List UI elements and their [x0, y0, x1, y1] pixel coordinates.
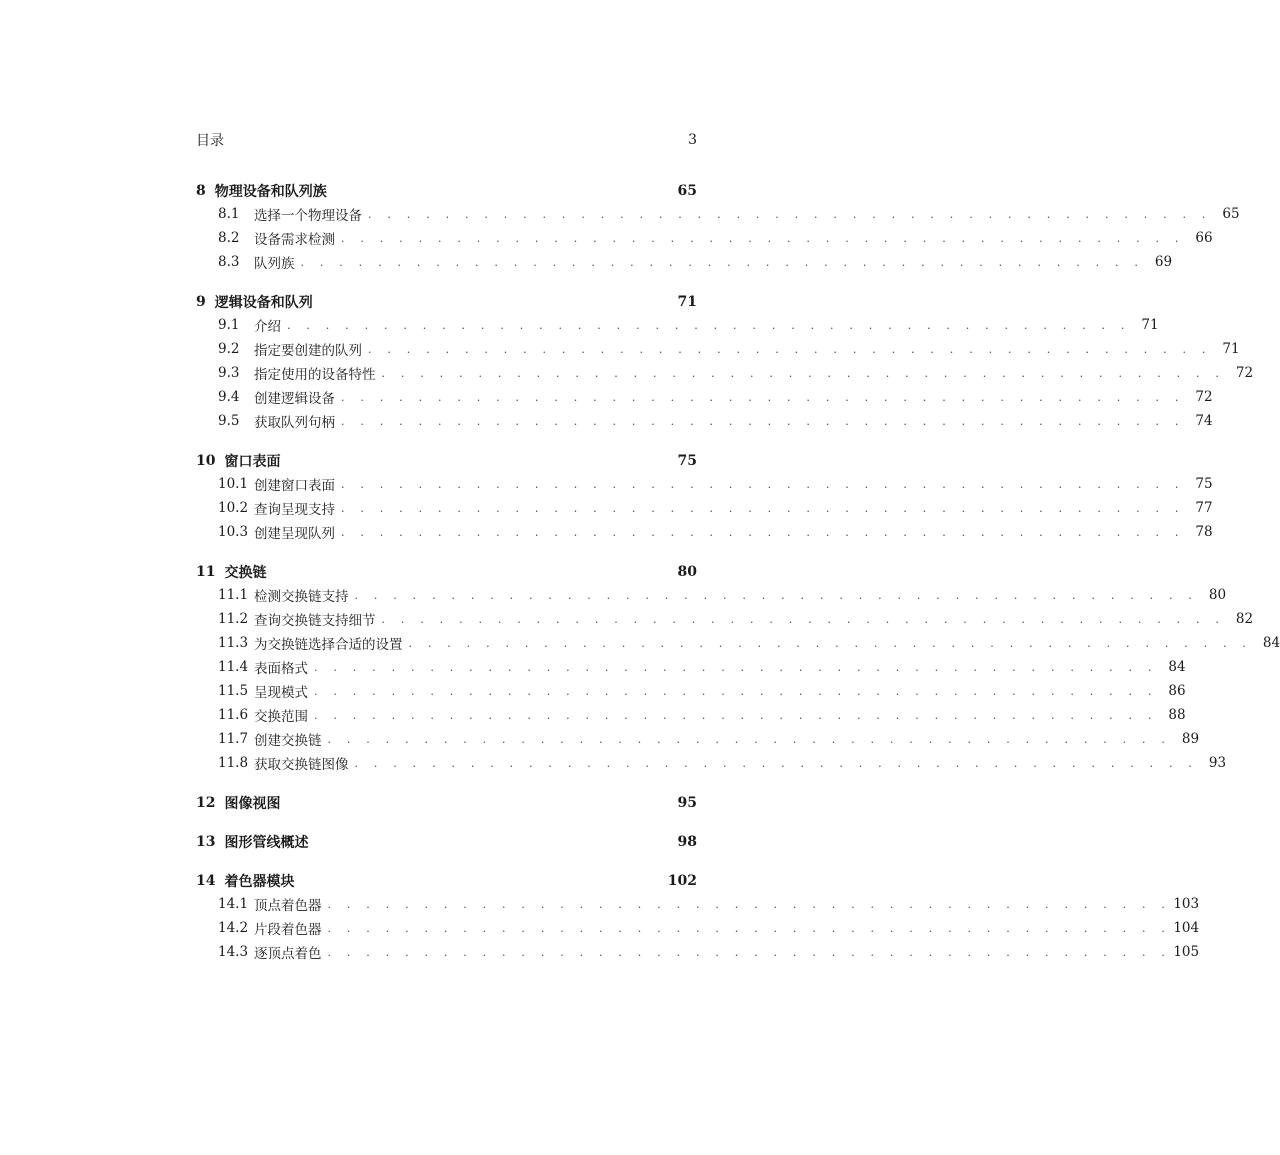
running-head-title: 目录	[196, 133, 224, 149]
section-title: 为交换链选择合适的设置	[254, 637, 403, 653]
section-number: 9.1	[218, 317, 240, 333]
toc-section-entry[interactable]	[196, 361, 1254, 385]
chapter-title: 交换链	[224, 565, 267, 581]
toc-section-entry[interactable]	[196, 727, 1200, 751]
section-number: 11.7	[218, 731, 249, 747]
section-page-number: 72	[1235, 365, 1254, 381]
section-page-number: 84	[1168, 659, 1186, 675]
toc-chapter-entry[interactable]	[196, 792, 697, 814]
dot-leader: . . . . . . . . . . . . . . . . . . . . . . . . . . . . . . . . . . . . . . . . . . . .	[300, 255, 1145, 269]
dot-leader: . . . . . . . . . . . . . . . . . . . . . . . . . . . . . . . . . . . . . . . . . . . .	[368, 207, 1212, 221]
toc-chapter-entry[interactable]	[196, 450, 697, 472]
dot-leader: . . . . . . . . . . . . . . . . . . . . . . . . . . . . . . . . . . . . . . . . . . . .	[327, 732, 1172, 746]
dot-leader: . . . . . . . . . . . . . . . . . . . . . . . . . . . . . . . . . . . . . . . . . . . .	[341, 414, 1185, 428]
chapter-page-number: 71	[677, 294, 697, 310]
toc-chapter-entry[interactable]	[196, 561, 697, 583]
chapter-number: 9	[196, 294, 206, 310]
chapter-page-number: 98	[677, 834, 697, 850]
dot-leader: . . . . . . . . . . . . . . . . . . . . . . . . . . . . . . . . . . . . . . . . . . . .	[381, 366, 1226, 380]
section-number: 11.1	[218, 587, 249, 603]
section-title: 队列族	[254, 256, 295, 272]
toc-section-entry[interactable]	[196, 250, 1173, 274]
dot-leader: . . . . . . . . . . . . . . . . . . . . . . . . . . . . . . . . . . . . . . . . . . . .	[287, 318, 1131, 332]
section-title: 片段着色器	[254, 922, 322, 938]
toc-section-entry[interactable]	[196, 226, 1213, 250]
section-page-number: 89	[1181, 731, 1200, 747]
chapter-number: 13	[196, 834, 216, 850]
section-title: 创建逻辑设备	[254, 391, 335, 407]
dot-leader: . . . . . . . . . . . . . . . . . . . . . . . . . . . . . . . . . . . . . . . . . . . .	[368, 342, 1212, 356]
dot-leader: . . . . . . . . . . . . . . . . . . . . . . . . . . . . . . . . . . . . . . . . . . . .	[314, 660, 1158, 674]
chapter-title: 图像视图	[224, 796, 281, 812]
toc-chapter-entry[interactable]	[196, 180, 697, 202]
section-page-number: 84	[1262, 635, 1280, 651]
section-page-number: 65	[1222, 206, 1240, 222]
toc-chapter-entry[interactable]	[196, 870, 697, 892]
section-page-number: 71	[1222, 341, 1240, 357]
chapter-title: 着色器模块	[224, 874, 295, 890]
section-page-number: 105	[1173, 944, 1200, 960]
section-page-number: 74	[1195, 413, 1213, 429]
section-title: 呈现模式	[254, 685, 308, 701]
section-number: 11.4	[218, 659, 249, 675]
section-number: 14.2	[218, 920, 249, 936]
chapter-number: 10	[196, 453, 216, 469]
section-title: 介绍	[254, 319, 281, 335]
running-head-page-number: 3	[688, 132, 697, 148]
toc-section-entry[interactable]	[196, 337, 1240, 361]
section-title: 指定要创建的队列	[254, 343, 362, 359]
dot-leader: . . . . . . . . . . . . . . . . . . . . . . . . . . . . . . . . . . . . . . . . . . . .	[341, 390, 1185, 404]
section-title: 检测交换链支持	[254, 589, 349, 605]
section-page-number: 72	[1195, 389, 1213, 405]
running-head	[196, 131, 697, 149]
dot-leader: . . . . . . . . . . . . . . . . . . . . . . . . . . . . . . . . . . . . . . . . . . . .	[327, 897, 1172, 911]
chapter-number: 14	[196, 873, 216, 889]
chapter-title: 窗口表面	[224, 454, 281, 470]
section-page-number: 104	[1173, 920, 1200, 936]
toc-section-entry[interactable]	[196, 496, 1213, 520]
toc-section-entry[interactable]	[196, 583, 1227, 607]
dot-leader: . . . . . . . . . . . . . . . . . . . . . . . . . . . . . . . . . . . . . . . . . . . .	[341, 477, 1185, 491]
dot-leader: . . . . . . . . . . . . . . . . . . . . . . . . . . . . . . . . . . . . . . . . . . . .	[341, 501, 1185, 515]
section-title: 创建窗口表面	[254, 478, 335, 494]
chapter-page-number: 80	[677, 564, 697, 580]
dot-leader: . . . . . . . . . . . . . . . . . . . . . . . . . . . . . . . . . . . . . . . . . . . .	[314, 708, 1158, 722]
toc-section-entry[interactable]	[196, 751, 1227, 775]
section-page-number: 82	[1235, 611, 1254, 627]
toc-section-entry[interactable]	[196, 520, 1213, 544]
section-page-number: 69	[1154, 254, 1173, 270]
table-of-contents	[196, 180, 1280, 964]
chapter-page-number: 102	[667, 873, 697, 889]
toc-section-entry[interactable]	[196, 703, 1186, 727]
section-number: 11.3	[218, 635, 249, 651]
dot-leader: . . . . . . . . . . . . . . . . . . . . . . . . . . . . . . . . . . . . . . . . . . . .	[381, 612, 1226, 626]
section-number: 9.2	[218, 341, 240, 357]
section-number: 11.8	[218, 755, 249, 771]
section-number: 10.1	[218, 476, 249, 492]
dot-leader: . . . . . . . . . . . . . . . . . . . . . . . . . . . . . . . . . . . . . . . . . . . .	[408, 636, 1253, 650]
section-page-number: 88	[1168, 707, 1186, 723]
toc-section-entry[interactable]	[196, 313, 1159, 337]
section-page-number: 77	[1195, 500, 1213, 516]
toc-section-entry[interactable]	[196, 631, 1280, 655]
dot-leader: . . . . . . . . . . . . . . . . . . . . . . . . . . . . . . . . . . . . . . . . . . . .	[341, 231, 1185, 245]
section-title: 指定使用的设备特性	[254, 367, 376, 383]
section-title: 创建交换链	[254, 733, 322, 749]
section-number: 9.3	[218, 365, 240, 381]
dot-leader: . . . . . . . . . . . . . . . . . . . . . . . . . . . . . . . . . . . . . . . . . . . .	[341, 525, 1185, 539]
section-title: 创建呈现队列	[254, 526, 335, 542]
toc-section-entry[interactable]	[196, 940, 1200, 964]
section-number: 10.2	[218, 500, 249, 516]
chapter-number: 11	[196, 564, 216, 580]
chapter-page-number: 65	[677, 183, 697, 199]
section-title: 查询交换链支持细节	[254, 613, 376, 629]
section-page-number: 66	[1195, 230, 1213, 246]
section-page-number: 71	[1141, 317, 1159, 333]
section-page-number: 93	[1208, 755, 1227, 771]
toc-section-entry[interactable]	[196, 679, 1186, 703]
toc-section-entry[interactable]	[196, 916, 1200, 940]
section-page-number: 103	[1173, 896, 1200, 912]
toc-section-entry[interactable]	[196, 892, 1200, 916]
toc-section-entry[interactable]	[196, 385, 1213, 409]
chapter-page-number: 75	[677, 453, 697, 469]
section-page-number: 80	[1208, 587, 1227, 603]
toc-chapter-entry[interactable]	[196, 291, 697, 313]
section-title: 顶点着色器	[254, 898, 322, 914]
section-number: 11.6	[218, 707, 249, 723]
section-page-number: 86	[1168, 683, 1186, 699]
section-title: 交换范围	[254, 709, 308, 725]
toc-section-entry[interactable]	[196, 607, 1254, 631]
section-number: 9.4	[218, 389, 240, 405]
section-number: 11.5	[218, 683, 249, 699]
section-title: 获取队列句柄	[254, 415, 335, 431]
section-title: 表面格式	[254, 661, 308, 677]
chapter-title: 逻辑设备和队列	[214, 295, 313, 311]
section-title: 选择一个物理设备	[254, 208, 362, 224]
section-number: 14.1	[218, 896, 249, 912]
section-title: 逐顶点着色	[254, 946, 322, 962]
section-number: 11.2	[218, 611, 249, 627]
chapter-number: 12	[196, 795, 216, 811]
dot-leader: . . . . . . . . . . . . . . . . . . . . . . . . . . . . . . . . . . . . . . . . . . . .	[354, 756, 1199, 770]
toc-section-entry[interactable]	[196, 409, 1213, 433]
section-number: 8.1	[218, 206, 240, 222]
section-number: 8.2	[218, 230, 240, 246]
section-number: 10.3	[218, 524, 249, 540]
dot-leader: . . . . . . . . . . . . . . . . . . . . . . . . . . . . . . . . . . . . . . . . . . . .	[354, 588, 1199, 602]
section-page-number: 78	[1195, 524, 1213, 540]
toc-section-entry[interactable]	[196, 655, 1186, 679]
section-number: 8.3	[218, 254, 240, 270]
section-page-number: 75	[1195, 476, 1213, 492]
section-title: 设备需求检测	[254, 232, 335, 248]
chapter-page-number: 95	[677, 795, 697, 811]
section-title: 获取交换链图像	[254, 757, 349, 773]
dot-leader: . . . . . . . . . . . . . . . . . . . . . . . . . . . . . . . . . . . . . . . . . . . .	[314, 684, 1158, 698]
chapter-title: 物理设备和队列族	[214, 184, 327, 200]
toc-section-entry[interactable]	[196, 472, 1213, 496]
section-number: 9.5	[218, 413, 240, 429]
section-title: 查询呈现支持	[254, 502, 335, 518]
dot-leader: . . . . . . . . . . . . . . . . . . . . . . . . . . . . . . . . . . . . . . . . . . . .	[327, 945, 1172, 959]
dot-leader: . . . . . . . . . . . . . . . . . . . . . . . . . . . . . . . . . . . . . . . . . . . .	[327, 921, 1172, 935]
toc-section-entry[interactable]	[196, 202, 1240, 226]
chapter-title: 图形管线概述	[224, 835, 309, 851]
toc-chapter-entry[interactable]	[196, 831, 697, 853]
chapter-number: 8	[196, 183, 206, 199]
section-number: 14.3	[218, 944, 249, 960]
